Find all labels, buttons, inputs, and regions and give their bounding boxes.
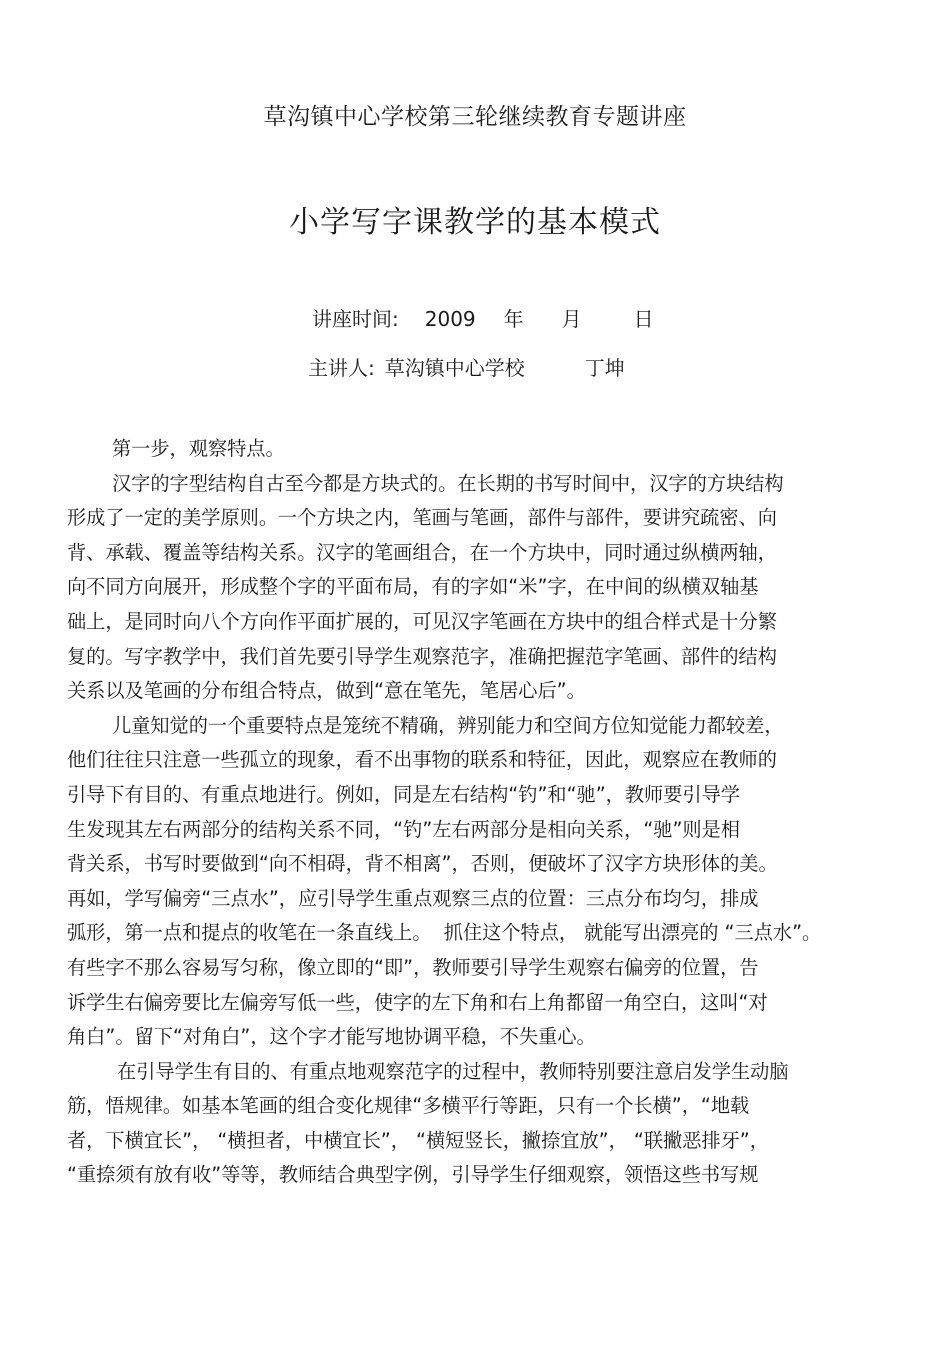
paragraph-line: 复的。写字教学中，我们首先要引导学生观察范字，准确把握范字笔画、部件的结构 [67, 644, 777, 668]
document-title: 小学写字课教学的基本模式 [289, 205, 661, 240]
paragraph-line: 他们往往只注意一些孤立的现象，看不出事物的联系和特征，因此，观察应在教师的 [67, 748, 777, 772]
lecture-year-unit: 年 [503, 307, 524, 331]
paragraph-line: 有些字不那么容易写匀称，像立即的“即”，教师要引导学生观察右偏旁的位置，告 [67, 955, 759, 979]
paragraph-line: 再如，学写偏旁“三点水”，应引导学生重点观察三点的位置：三点分布均匀，排成 [67, 886, 759, 910]
paragraph-line: 角白”。留下“对角白”，这个字才能写地协调平稳，不失重心。 [67, 1025, 596, 1049]
lecture-month-unit: 月 [561, 307, 582, 331]
paragraph-line: 在引导学生有目的、有重点地观察范字的过程中，教师特别要注意启发学生动脑 [117, 1059, 789, 1083]
paragraph-line: 关系以及笔画的分布组合特点，做到“意在笔先，笔居心后”。 [67, 679, 586, 703]
paragraph-line: 向不同方向展开，形成整个字的平面布局，有的字如“米”字，在中间的纵横双轴基 [67, 575, 759, 599]
paragraph-line: 儿童知觉的一个重要特点是笼统不精确，辨别能力和空间方位知觉能力都较差， [112, 713, 784, 737]
paragraph-line: 诉学生右偏旁要比左偏旁写低一些，使字的左下角和右上角都留一角空白，这叫“对 [67, 990, 768, 1014]
lecture-year-value: 2009 [424, 307, 476, 331]
paragraph-line: 背关系，书写时要做到“向不相碍，背不相离”，否则，便破坏了汉字方块形体的美。 [67, 852, 778, 876]
paragraph-line: 弧形，第一点和提点的收笔在一条直线上。 抓住这个特点， 就能写出漂亮的 “三点水”。 [67, 921, 822, 945]
lecture-time-line [312, 303, 654, 332]
paragraph-line: 筋，悟规律。如基本笔画的组合变化规律“多横平行等距，只有一个长横”，“地载 [67, 1094, 750, 1118]
paragraph-line: 引导下有目的、有重点地进行。例如，同是左右结构“钓”和“驰”，教师要引导学 [67, 782, 740, 806]
paragraph-line: 者，下横宜长”， “横担者，中横宜长”， “横短竖长，撇捺宜放”， “联撇恶排牙”， [67, 1128, 769, 1152]
paragraph-line: 形成了一定的美学原则。一个方块之内，笔画与笔画，部件与部件，要讲究疏密、向 [67, 506, 777, 530]
lecture-time-label: 讲座时间: [312, 307, 399, 331]
speaker-label: 主讲人: [308, 356, 375, 380]
paragraph-line: 汉字的字型结构自古至今都是方块式的。在长期的书写时间中，汉字的方块结构 [112, 471, 784, 495]
section-heading: 第一步，观察特点。 [112, 437, 285, 460]
paragraph-line: 生发现其左右两部分的结构关系不同，“钓”左右两部分是相向关系，“驰”则是相 [67, 817, 740, 841]
speaker-school: 草沟镇中心学校 [384, 356, 525, 380]
paragraph-line: “重捺须有放有收”等等，教师结合典型字例，引导学生仔细观察，领悟这些书写规 [67, 1163, 759, 1187]
speaker-line [308, 352, 625, 381]
paragraph-line: 础上，是同时向八个方向作平面扩展的，可见汉字笔画在方块中的组合样式是十分繁 [67, 609, 777, 633]
paragraph-line: 背、承载、覆盖等结构关系。汉字的笔画组合，在一个方块中，同时通过纵横两轴， [67, 540, 777, 564]
lecture-day-unit: 日 [633, 307, 654, 331]
document-body [67, 432, 897, 1193]
speaker-name: 丁坤 [584, 356, 625, 380]
lecture-series-subtitle: 草沟镇中心学校第三轮继续教育专题讲座 [263, 104, 687, 130]
